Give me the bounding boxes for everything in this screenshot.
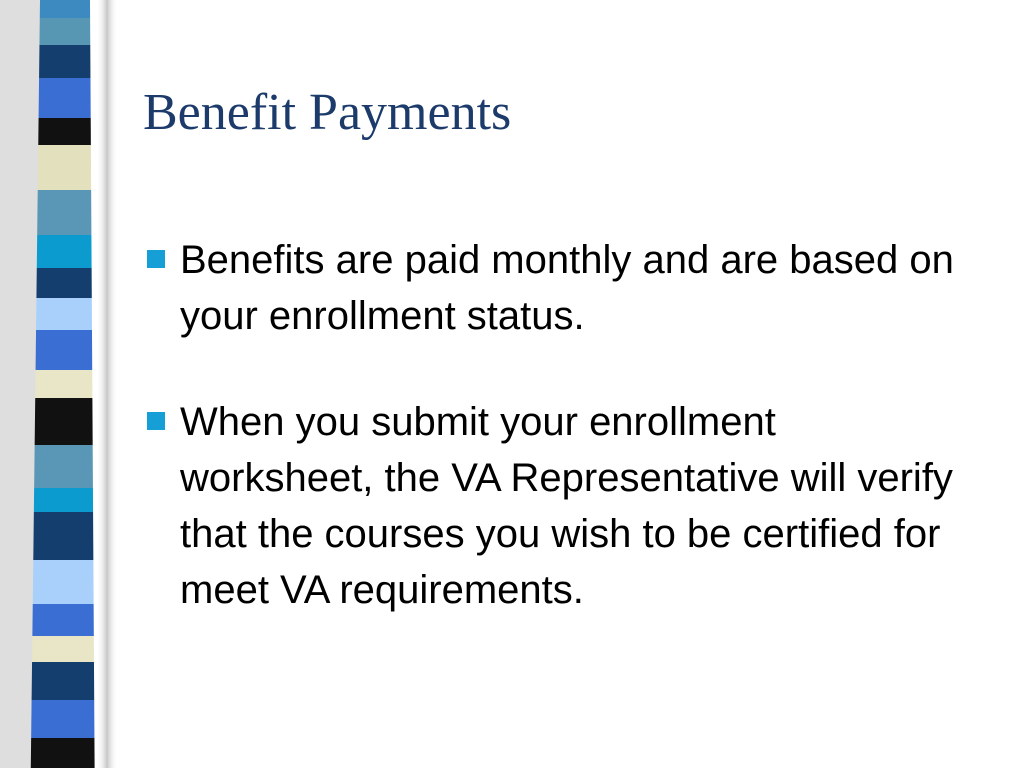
stripe-block <box>33 512 93 560</box>
stripe-block <box>37 190 91 235</box>
stripe-right-shadow <box>96 0 118 768</box>
bullet-item <box>144 232 964 344</box>
bullet-text: Benefits are paid monthly and are based on your enrollment status. <box>180 238 954 338</box>
stripe-block <box>35 370 92 398</box>
stripe-blocks <box>31 0 95 768</box>
bullet-list <box>144 232 964 668</box>
decorative-stripe-bar <box>0 0 130 768</box>
bullet-text: When you submit your enrollment worksheet, the VA Representative will verify that the courses you wish to be certified for meet VA requirements. <box>180 400 953 612</box>
square-bullet-icon <box>147 412 165 430</box>
stripe-block <box>39 18 90 45</box>
square-bullet-icon <box>147 250 165 268</box>
stripe-graphic <box>0 0 130 768</box>
stripe-block <box>34 488 93 512</box>
stripe-block <box>32 662 95 700</box>
stripe-block <box>39 78 91 118</box>
stripe-block <box>36 268 91 298</box>
stripe-block <box>34 445 93 488</box>
stripe-block <box>37 235 92 268</box>
stripe-block <box>32 604 93 636</box>
stripe-block <box>39 45 90 78</box>
stripe-block <box>36 298 92 330</box>
stripe-block <box>40 0 90 18</box>
stripe-block <box>36 330 93 370</box>
stripe-block <box>33 560 94 604</box>
stripe-block <box>35 398 93 445</box>
bullet-item <box>144 394 964 618</box>
stripe-block <box>31 738 95 768</box>
stripe-block <box>32 636 94 662</box>
stripe-block <box>38 118 91 145</box>
stripe-block <box>31 700 94 738</box>
slide-title: Benefit Payments <box>143 84 512 141</box>
stripe-block <box>38 145 91 190</box>
